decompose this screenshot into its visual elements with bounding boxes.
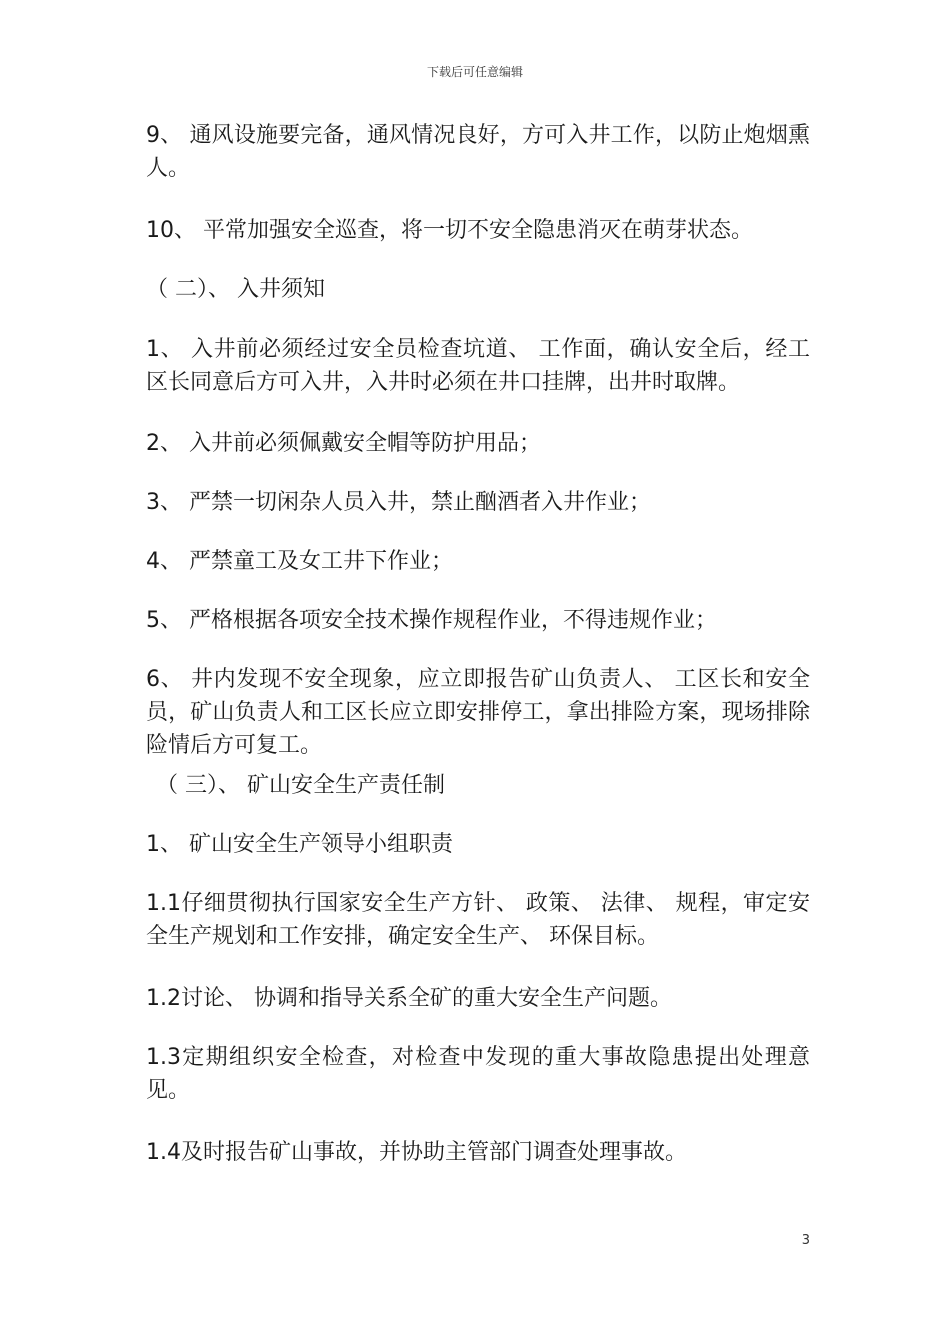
section-heading-responsibility: （ 三）、 矿山安全生产责任制 xyxy=(156,773,445,798)
paragraph-entry-5: 5、 严格根据各项安全技术操作规程作业，不得违规作业； xyxy=(146,608,717,633)
page-number: 3 xyxy=(801,1233,810,1248)
section-heading-entry-notice: （ 二）、 入井须知 xyxy=(146,277,325,302)
paragraph-entry-2: 2、 入井前必须佩戴安全帽等防护用品； xyxy=(146,431,541,456)
paragraph-item-9: 9、 通风设施要完备，通风情况良好，方可入井工作，以防止炮烟熏人。 xyxy=(146,123,810,181)
paragraph-leadership-1-3: 1.3定期组织安全检查，对检查中发现的重大事故隐患提出处理意见。 xyxy=(146,1045,810,1103)
paragraph-entry-4: 4、 严禁童工及女工井下作业； xyxy=(146,549,453,574)
paragraph-item-10: 10、 平常加强安全巡查，将一切不安全隐患消灭在萌芽状态。 xyxy=(146,218,753,243)
paragraph-leadership-1: 1、 矿山安全生产领导小组职责 xyxy=(146,832,453,857)
paragraph-leadership-1-2: 1.2讨论、 协调和指导关系全矿的重大安全生产问题。 xyxy=(146,986,672,1011)
paragraph-entry-6: 6、 井内发现不安全现象，应立即报告矿山负责人、 工区长和安全员，矿山负责人和工区长应立即安排停工，拿出排险方案，现场排除险情后方可复工。 xyxy=(146,667,810,758)
paragraph-leadership-1-1: 1.1仔细贯彻执行国家安全生产方针、 政策、 法律、 规程，审定安全生产规划和工作安排，确定安全生产、 环保目标。 xyxy=(146,891,810,949)
paragraph-entry-1: 1、 入井前必须经过安全员检查坑道、 工作面，确认安全后，经工区长同意后方可入井，入井时必须在井口挂牌，出井时取牌。 xyxy=(146,337,810,395)
paragraph-leadership-1-4: 1.4及时报告矿山事故，并协助主管部门调查处理事故。 xyxy=(146,1140,687,1165)
page-header: 下载后可任意编辑 xyxy=(426,65,523,79)
paragraph-entry-3: 3、 严禁一切闲杂人员入井，禁止酗酒者入井作业； xyxy=(146,490,651,515)
